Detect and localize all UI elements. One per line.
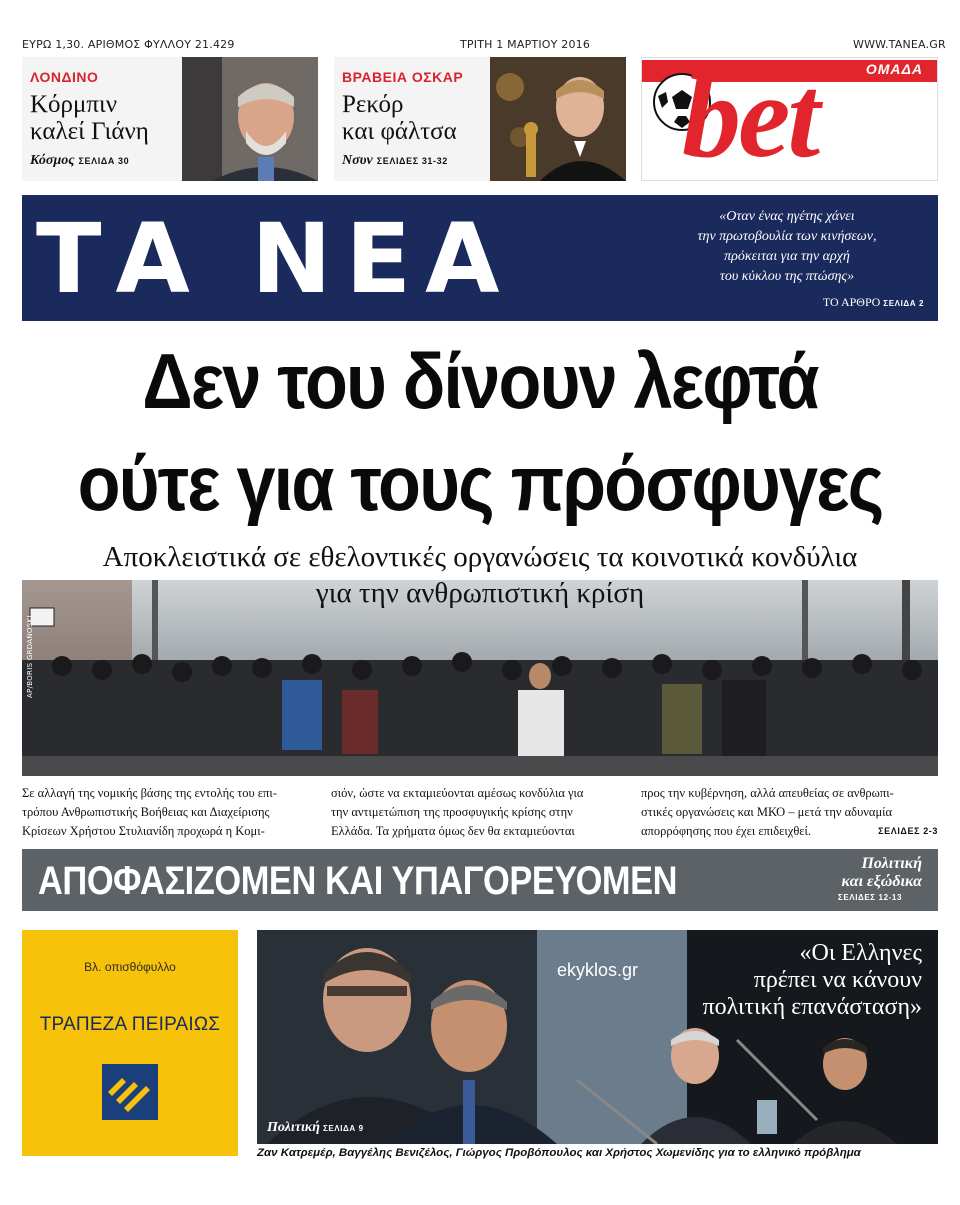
editorial-page: ΣΕΛΙΔΑ 2 (883, 299, 924, 308)
quote-line: πρέπει να κάνουν (753, 967, 922, 993)
ekyklos-sign: ekyklos.gr (557, 960, 639, 980)
story-line: Ελλάδα. Τα χρήματα όμως δεν θα εκταμιεύονται (331, 824, 575, 838)
teaser-headline-line: καλεί Γιάνη (30, 118, 149, 145)
corbyn-photo (182, 57, 318, 181)
story-column-2 (331, 784, 627, 841)
teaser-headline (30, 91, 149, 145)
bottom-section[interactable] (267, 1120, 364, 1136)
story-pages[interactable]: ΣΕΛΙΔΕΣ 2-3 (878, 826, 938, 836)
banner-pages: ΣΕΛΙΔΕΣ 12-13 (837, 893, 902, 902)
banner-headline: ΑΠΟΦΑΣΙΖΟΜΕΝ ΚΑΙ ΥΠΑΓΟΡΕΥΟΜΕΝ (38, 859, 678, 903)
teaser-headline (342, 91, 457, 145)
teaser-oscars[interactable] (334, 57, 626, 181)
quote-line: του κύκλου της πτώσης» (719, 269, 855, 284)
teaser-page: ΣΕΛΙΔΑ 30 (78, 156, 130, 166)
subheadline-line1: Αποκλειστικά σε εθελοντικές οργανώσεις τα κοινοτικά κονδύλια (102, 541, 858, 573)
teaser-headline-line: Ρεκόρ (342, 91, 404, 118)
teaser-headline-line: και φάλτσα (342, 118, 457, 145)
subheadline-line2: για την ανθρωπιστική κρίση (315, 577, 645, 609)
teaser-headline-line: Κόρμπιν (30, 91, 118, 118)
story-line: σιόν, ώστε να εκταμιεύονται αμέσως κονδύλια για (331, 786, 584, 800)
teaser-section-name: Νσυν (342, 153, 373, 168)
banner-section-line: και εξώδικα (841, 873, 922, 890)
price-issue: ΕΥΡΩ 1,30. ΑΡΙΘΜΟΣ ΦΥΛΛΟΥ 21.429 (22, 38, 235, 51)
teaser-kicker: ΛΟΝΔΙΝΟ (30, 69, 99, 85)
bet-team-label: ΟΜΑΔΑ (865, 61, 923, 77)
story-line: την αντιμετώπιση της προσφυγικής κρίσης στην (331, 805, 573, 819)
bottom-section-name: Πολιτική (267, 1120, 320, 1135)
website-link[interactable]: WWW.TANEA.GR (853, 38, 946, 51)
story-last-line (641, 822, 938, 841)
bottom-photo-caption: Ζαν Κατρεμέρ, Βαγγέλης Βενιζέλος, Γιώργος Προβόπουλος και Χρήστος Χωμενίδης για το ελληνικό πρόβλημα (257, 1147, 861, 1159)
teaser-section (342, 153, 448, 169)
story-line: απορρόφησης που έχει επιδειχθεί. (641, 824, 812, 838)
story-line: Κρίσεων Χρήστου Στυλιανίδη προχωρά η Κομι- (22, 824, 265, 838)
bet-supplement[interactable] (641, 57, 938, 181)
quote-line: πολιτική επανάσταση» (702, 994, 922, 1020)
quote-line: «Οι Ελληνες (799, 940, 922, 966)
quote-line: την πρωτοβουλία των κινήσεων, (697, 229, 877, 244)
masthead-quote (642, 207, 932, 287)
story-column-3 (641, 784, 938, 841)
photo-credit: AP/BORIS GRDANOSKI (26, 615, 34, 698)
banner-section-line: Πολιτική (861, 855, 922, 872)
teaser-section-name: Κόσμος (30, 153, 75, 168)
story-line: τρόπου Ανθρωπιστικής Βοήθειας και Διαχείρισης (22, 805, 270, 819)
newspaper-title: ΤΑ ΝΕΑ (36, 203, 514, 315)
bet-logo: bet (682, 57, 818, 181)
teaser-london[interactable] (22, 57, 318, 181)
bottom-quote (672, 940, 922, 1021)
story-line: προς την κυβέρνηση, αλλά απευθείας σε ανθρωπι- (641, 786, 894, 800)
ad-bank-name: ΤΡΑΠΕΖΑ ΠΕΙΡΑΙΩΣ (39, 1014, 221, 1035)
main-headline-line1: Δεν του δίνουν λεφτά (142, 337, 818, 425)
piraeus-bank-ad[interactable] (22, 930, 238, 1156)
politics-banner[interactable] (22, 849, 938, 911)
teaser-section (30, 153, 129, 169)
ekyklos-photo (257, 930, 938, 1144)
main-headline-line2: ούτε για τους πρόσφυγες (77, 439, 883, 527)
teaser-page: ΣΕΛΙΔΕΣ 31-32 (376, 156, 448, 166)
bottom-section-page: ΣΕΛΙΔΑ 9 (322, 1124, 364, 1133)
masthead (22, 195, 938, 321)
editorial-link[interactable] (823, 295, 924, 310)
quote-line: «Οταν ένας ηγέτης χάνει (719, 209, 855, 224)
story-line: στικές οργανώσεις και ΜΚΟ – μετά την αδυναμία (641, 805, 893, 819)
teaser-kicker: ΒΡΑΒΕΙΑ ΟΣΚΑΡ (342, 69, 464, 85)
quote-line: πρόκειται για την αρχή (724, 249, 850, 264)
ad-back-page-note: Βλ. οπισθόφυλλο (84, 960, 176, 974)
editorial-label: ΤΟ ΑΡΘΡΟ (822, 295, 881, 309)
dicaprio-photo (490, 57, 626, 181)
piraeus-bank-logo-icon (102, 1064, 158, 1120)
story-column-1 (22, 784, 318, 841)
issue-date: ΤΡΙΤΗ 1 ΜΑΡΤΙΟΥ 2016 (460, 38, 591, 51)
banner-section (842, 855, 922, 891)
story-line: Σε αλλαγή της νομικής βάσης της εντολής του επι- (22, 786, 277, 800)
